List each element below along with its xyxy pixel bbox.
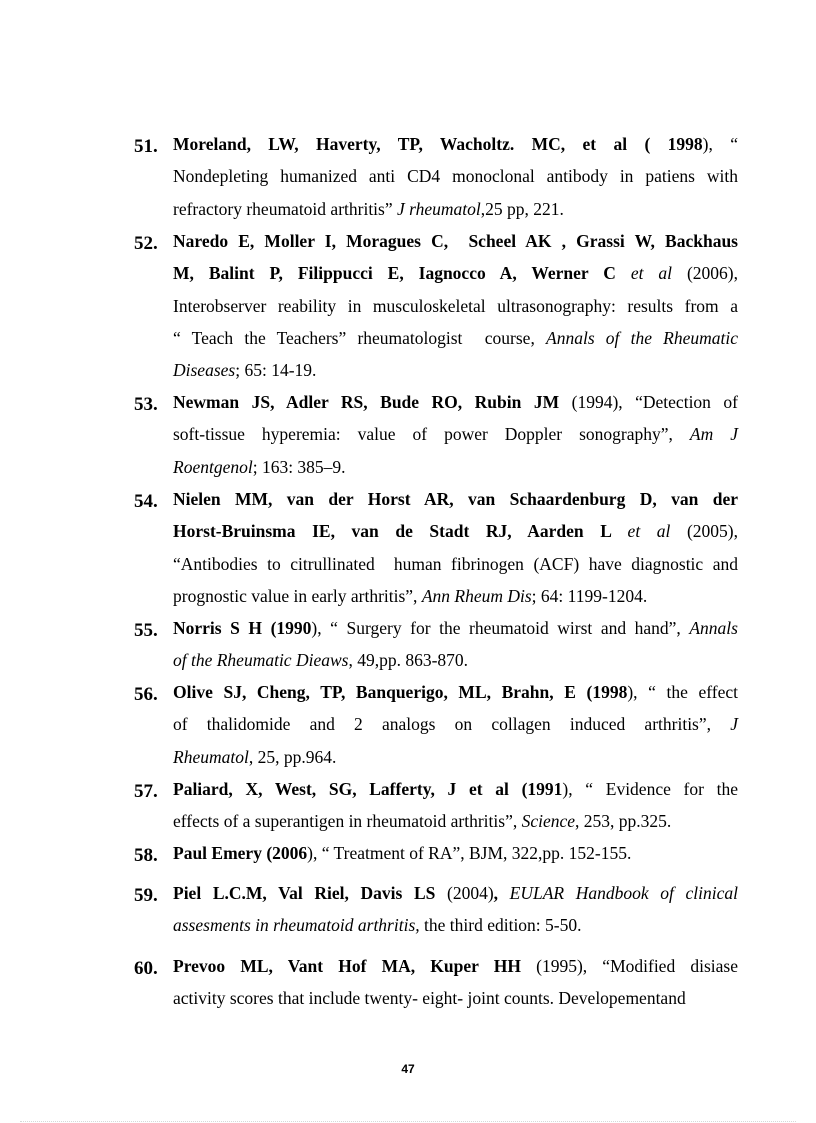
reference-text-segment: effects of a superantigen in rheumatoid arthritis”, bbox=[173, 811, 522, 832]
reference-line bbox=[173, 681, 738, 703]
reference-line bbox=[173, 810, 738, 832]
reference-number: 52. bbox=[134, 233, 158, 254]
reference-text-segment: J rheumatol bbox=[397, 198, 481, 219]
reference-line bbox=[173, 987, 738, 1009]
reference-text-segment: Annals of the Rheumatic bbox=[546, 327, 738, 348]
reference-line bbox=[173, 553, 738, 575]
reference-text-segment: ), “ Surgery for the rheumatoid wirst and hand”, bbox=[311, 618, 690, 638]
reference-text-segment: activity scores that include twenty- eight- joint counts. Developementand bbox=[173, 988, 686, 1009]
reference-text-segment: (2004) bbox=[435, 883, 494, 903]
reference-text-segment: the third edition: 5-50. bbox=[419, 915, 582, 936]
reference-line bbox=[173, 295, 738, 317]
reference-line bbox=[173, 649, 738, 671]
reference-number: 53. bbox=[134, 394, 158, 415]
reference-text-segment: Newman JS, Adler RS, Bude RO, Rubin JM bbox=[173, 392, 560, 412]
reference-text-segment: Piel L.C.M, Val Riel, Davis LS bbox=[173, 883, 436, 903]
reference-line bbox=[173, 359, 738, 381]
reference-text-segment: ), “ Evidence for the bbox=[562, 779, 739, 799]
reference-text-segment: Ann Rheum Dis bbox=[421, 585, 532, 606]
reference-text-segment: Moreland, LW, Haverty, TP, Wacholtz. MC, et al ( 1998 bbox=[173, 134, 703, 154]
reference-text-segment: M, Balint P, Filippucci E, Iagnocco A, Werner C bbox=[173, 263, 631, 284]
page-number: 47 bbox=[401, 1062, 415, 1076]
reference-text-segment: ; 163: 385–9. bbox=[252, 456, 346, 477]
reference-text-segment: J bbox=[730, 714, 738, 735]
reference-text-segment: Nondepleting humanized anti CD4 monoclonal antibody in patiens with bbox=[173, 166, 738, 187]
reference-text-segment: Naredo E, Moller I, Moragues C, Scheel AK , Grassi W, Backhaus bbox=[173, 231, 738, 251]
reference-line bbox=[173, 746, 738, 768]
reference-text-segment: et al bbox=[630, 263, 673, 284]
reference-line bbox=[173, 198, 738, 220]
reference-text-segment: Norris S H (1990 bbox=[173, 618, 312, 638]
reference-text-segment: ; 64: 1199-1204. bbox=[531, 585, 648, 606]
reference-text-segment: Diseases bbox=[173, 360, 236, 381]
reference-text-segment: of the Rheumatic Dieaws bbox=[173, 650, 349, 671]
reference-number: 60. bbox=[134, 958, 158, 979]
reference-text-segment: EULAR Handbook of clinical bbox=[509, 883, 739, 903]
reference-text-segment: Paul Emery (2006 bbox=[173, 843, 308, 863]
reference-line bbox=[173, 165, 738, 187]
reference-text-segment: Prevoo ML, Vant Hof MA, Kuper HH bbox=[173, 956, 521, 976]
reference-text-segment: of thalidomide and 2 analogs on collagen induced arthritis”, bbox=[173, 714, 731, 735]
reference-text-segment: (1995), “Modified disiase bbox=[520, 956, 738, 976]
reference-line bbox=[173, 423, 738, 445]
reference-line bbox=[173, 230, 738, 252]
reference-text-segment: assesments in rheumatoid arthritis, bbox=[173, 915, 420, 936]
reference-text-segment: (2005), bbox=[670, 521, 738, 542]
reference-line bbox=[173, 585, 738, 607]
reference-line bbox=[173, 842, 738, 864]
reference-line bbox=[173, 327, 738, 349]
reference-line bbox=[173, 133, 738, 155]
reference-text-segment: , 25, pp.964. bbox=[248, 746, 337, 767]
reference-text-segment: Olive SJ, Cheng, TP, Banquerigo, ML, Brahn, E (1998 bbox=[173, 682, 628, 702]
reference-text-segment: Am J bbox=[689, 424, 738, 445]
reference-line bbox=[173, 391, 738, 413]
reference-text-segment: Science bbox=[521, 811, 576, 832]
reference-number: 59. bbox=[134, 885, 158, 906]
reference-text-segment: Rheumatol bbox=[173, 746, 249, 767]
reference-line bbox=[173, 713, 738, 735]
reference-line bbox=[173, 262, 738, 284]
reference-line bbox=[173, 520, 738, 542]
reference-text-segment: ), “ bbox=[702, 134, 738, 154]
reference-number: 55. bbox=[134, 620, 158, 641]
reference-text-segment: ,25 pp, 221. bbox=[480, 198, 564, 219]
reference-text-segment: , bbox=[493, 883, 510, 903]
reference-text-segment: Interobserver reability in musculoskeletal ultrasonography: results from a bbox=[173, 295, 738, 316]
reference-line bbox=[173, 955, 738, 977]
reference-number: 51. bbox=[134, 136, 158, 157]
footer-divider bbox=[20, 1121, 796, 1122]
reference-text-segment: (1994), “Detection of bbox=[559, 392, 738, 412]
reference-line bbox=[173, 617, 738, 639]
reference-text-segment: et al bbox=[627, 521, 671, 542]
reference-line bbox=[173, 456, 738, 478]
reference-line bbox=[173, 882, 738, 904]
reference-text-segment: “Antibodies to citrullinated human fibrinogen (ACF) have diagnostic and bbox=[173, 553, 738, 574]
reference-text-segment: refractory rheumatoid arthritis” bbox=[173, 198, 397, 219]
reference-text-segment: Nielen MM, van der Horst AR, van Schaardenburg D, van der bbox=[173, 489, 738, 509]
reference-text-segment: ; 65: 14-19. bbox=[235, 360, 317, 381]
reference-text-segment: Annals bbox=[689, 618, 738, 638]
reference-text-segment: , 253, pp.325. bbox=[575, 811, 672, 832]
reference-text-segment: Paliard, X, West, SG, Lafferty, J et al (1991 bbox=[173, 779, 563, 799]
reference-text-segment: , 49,pp. 863-870. bbox=[348, 650, 469, 671]
reference-line bbox=[173, 488, 738, 510]
reference-number: 56. bbox=[134, 684, 158, 705]
reference-text-segment: “ Teach the Teachers” rheumatologist course, bbox=[173, 327, 547, 348]
reference-line bbox=[173, 778, 738, 800]
reference-number: 54. bbox=[134, 491, 158, 512]
reference-line bbox=[173, 914, 738, 936]
reference-text-segment: Horst-Bruinsma IE, van de Stadt RJ, Aarden L bbox=[173, 521, 628, 542]
reference-text-segment: ), “ the effect bbox=[627, 682, 738, 702]
reference-number: 58. bbox=[134, 845, 158, 866]
reference-text-segment: prognostic value in early arthritis”, bbox=[173, 585, 422, 606]
reference-number: 57. bbox=[134, 781, 158, 802]
reference-text-segment: Roentgenol bbox=[173, 456, 253, 477]
reference-text-segment: ), “ Treatment of RA”, BJM, 322,pp. 152-155. bbox=[307, 843, 632, 863]
reference-text-segment: soft-tissue hyperemia: value of power Doppler sonography”, bbox=[173, 424, 690, 445]
reference-text-segment: (2006), bbox=[672, 263, 738, 284]
